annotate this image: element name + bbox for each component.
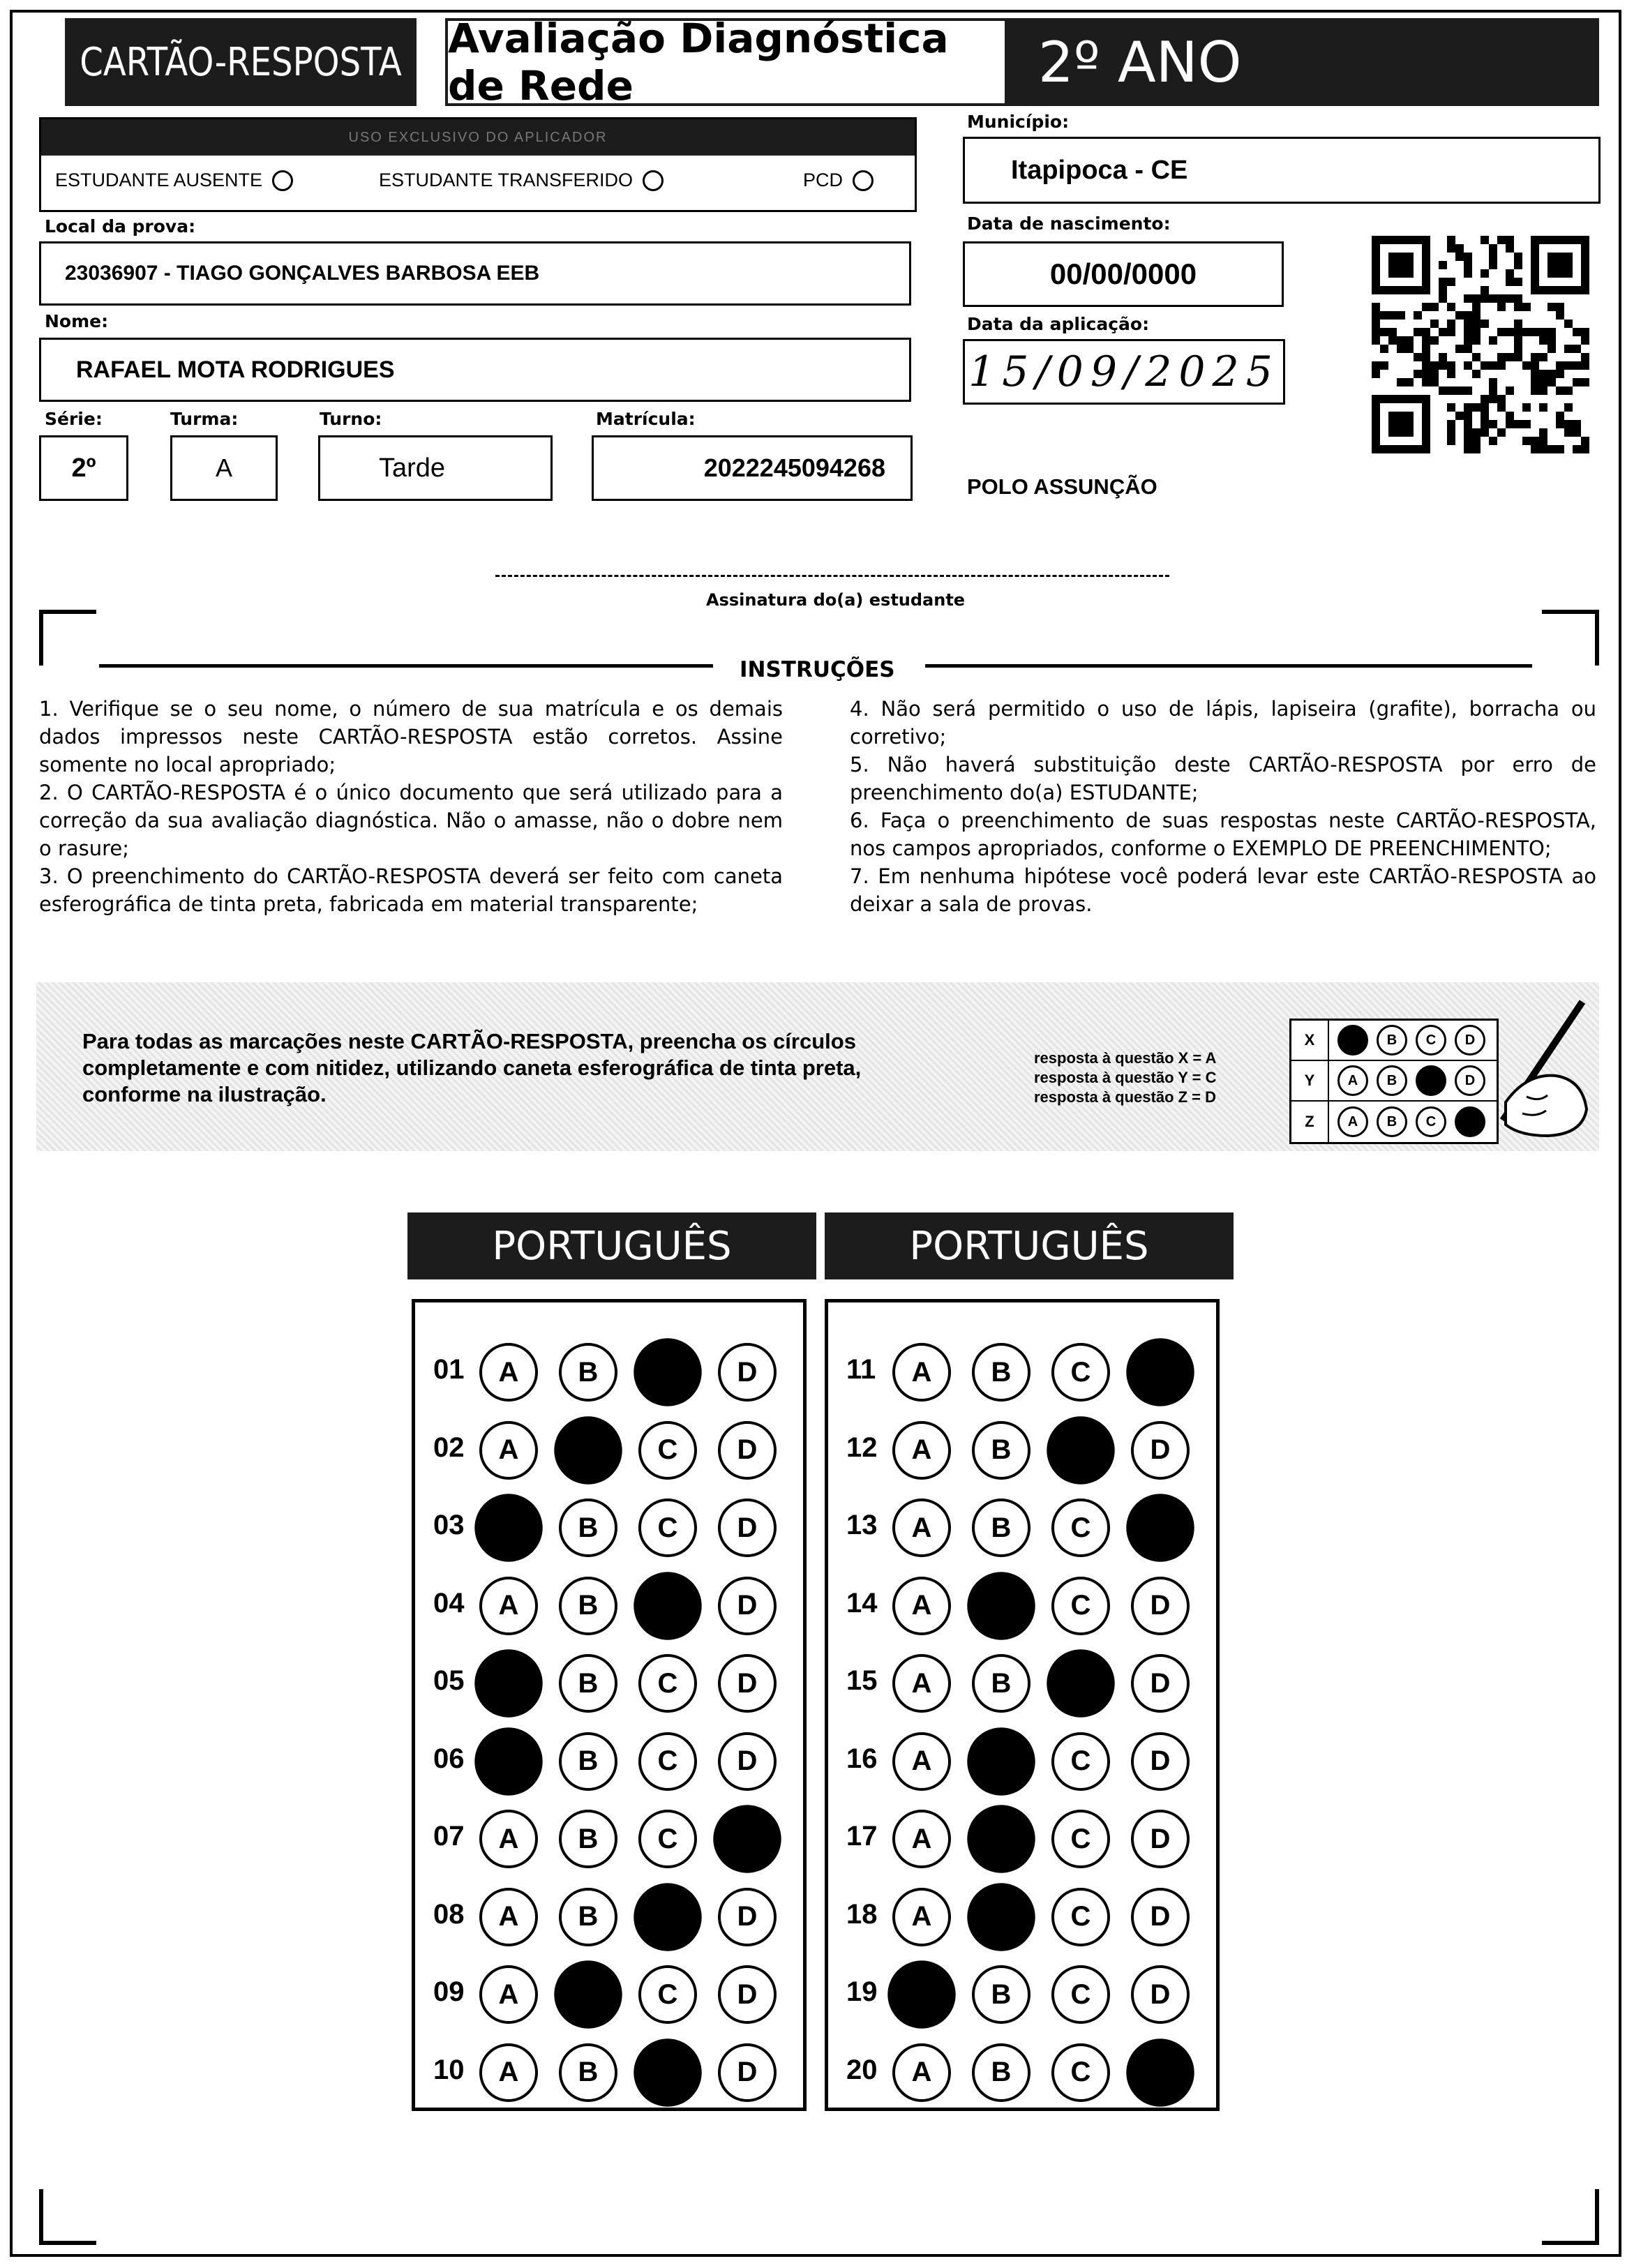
aplicacao-field[interactable] bbox=[963, 339, 1285, 405]
example-answer-x: resposta à questão X = A bbox=[1034, 1049, 1217, 1067]
answer-bubble-01-b[interactable]: B bbox=[559, 1343, 617, 1402]
answer-bubble-19-a[interactable]: A bbox=[887, 1960, 955, 2028]
question-number: 02 bbox=[433, 1432, 465, 1463]
answer-bubble-17-a[interactable]: A bbox=[892, 1810, 951, 1868]
hand-with-pen-icon bbox=[1478, 998, 1596, 1137]
question-number: 01 bbox=[433, 1354, 465, 1385]
example-row bbox=[1291, 1061, 1497, 1102]
applicator-bar: USO EXCLUSIVO DO APLICADOR bbox=[41, 119, 915, 156]
example-bubble: D bbox=[1455, 1025, 1485, 1056]
exam-title: Avaliação Diagnóstica de Rede bbox=[445, 18, 1007, 106]
example-bubble: D bbox=[1455, 1106, 1485, 1137]
example-bubble: A bbox=[1337, 1025, 1368, 1056]
instruction-item: 1. Verifique se o seu nome, o número de sua matrícula e os demais dados impressos neste CARTÃO-RESPOSTA estão corretos. Assine somente no local apropriado; bbox=[39, 697, 783, 776]
corner-mark-bottom-right bbox=[1542, 2189, 1599, 2245]
instruction-item: 4. Não será permitido o uso de lápis, lapiseira (grafite), borracha ou corretivo; bbox=[850, 697, 1596, 749]
example-answer-y: resposta à questão Y = C bbox=[1034, 1069, 1217, 1086]
question-row-15 bbox=[828, 1646, 1216, 1715]
turma-field bbox=[170, 435, 278, 501]
signature-line[interactable] bbox=[495, 575, 1169, 577]
serie-field bbox=[39, 435, 128, 501]
question-row-07 bbox=[415, 1801, 803, 1871]
example-bubble: B bbox=[1377, 1065, 1407, 1096]
answer-bubble-17-c[interactable]: C bbox=[1051, 1810, 1110, 1868]
local-label: Local da prova: bbox=[45, 216, 196, 236]
answer-bubble-19-d[interactable]: D bbox=[1131, 1965, 1190, 2024]
instructions-title: INSTRUÇÕES bbox=[740, 657, 895, 682]
answer-bubble-08-a[interactable]: A bbox=[479, 1888, 538, 1946]
municipio-value: Itapipoca - CE bbox=[1011, 155, 1188, 185]
answer-bubble-15-a[interactable]: A bbox=[892, 1654, 951, 1713]
turno-field bbox=[318, 435, 553, 501]
answer-bubble-06-d[interactable]: D bbox=[718, 1732, 777, 1791]
answer-bubble-03-a[interactable]: A bbox=[474, 1494, 542, 1561]
question-number: 04 bbox=[433, 1587, 465, 1619]
card-title: CARTÃO-RESPOSTA bbox=[65, 18, 417, 106]
question-number: 06 bbox=[433, 1743, 465, 1774]
answer-bubble-06-c[interactable]: C bbox=[638, 1732, 697, 1791]
question-row-05 bbox=[415, 1646, 803, 1715]
answer-bubble-17-b[interactable]: B bbox=[967, 1805, 1035, 1872]
instruction-item: 7. Em nenhuma hipótese você poderá levar este CARTÃO-RESPOSTA ao deixar a sala de provas. bbox=[850, 864, 1596, 916]
question-row-18 bbox=[828, 1879, 1216, 1949]
serie-value: 2º bbox=[71, 453, 96, 483]
answer-bubble-10-d[interactable]: D bbox=[718, 2043, 777, 2102]
answer-bubble-18-c[interactable]: C bbox=[1051, 1888, 1110, 1946]
answer-bubble-01-a[interactable]: A bbox=[479, 1343, 538, 1402]
question-number: 09 bbox=[433, 1976, 465, 2007]
answer-bubble-20-a[interactable]: A bbox=[892, 2043, 951, 2102]
answer-bubble-10-c[interactable]: C bbox=[634, 2038, 701, 2106]
question-row-14 bbox=[828, 1568, 1216, 1638]
answer-bubble-16-b[interactable]: B bbox=[967, 1727, 1035, 1795]
polo-label: POLO ASSUNÇÃO bbox=[967, 474, 1157, 499]
transferred-option[interactable] bbox=[379, 170, 664, 191]
instructions-rule-right bbox=[925, 664, 1532, 668]
answer-bubble-05-b[interactable]: B bbox=[559, 1654, 617, 1713]
answer-bubble-01-d[interactable]: D bbox=[718, 1343, 777, 1402]
question-row-17 bbox=[828, 1801, 1216, 1871]
answer-bubble-08-b[interactable]: B bbox=[559, 1888, 617, 1946]
answer-bubble-18-a[interactable]: A bbox=[892, 1888, 951, 1946]
answer-bubble-08-d[interactable]: D bbox=[718, 1888, 777, 1946]
matricula-field bbox=[592, 435, 913, 501]
answer-bubble-15-c[interactable]: C bbox=[1047, 1649, 1114, 1717]
instruction-item: 5. Não haverá substituição deste CARTÃO-RESPOSTA por erro de preenchimento do(a) ESTUDANTE; bbox=[850, 753, 1596, 804]
question-row-19 bbox=[828, 1957, 1216, 2027]
nascimento-label: Data de nascimento: bbox=[967, 213, 1171, 234]
grade-label: 2º ANO bbox=[1007, 18, 1599, 106]
question-number: 13 bbox=[846, 1510, 878, 1540]
answer-bubble-06-b[interactable]: B bbox=[559, 1732, 617, 1791]
answer-bubble-11-b[interactable]: B bbox=[972, 1343, 1030, 1402]
question-row-04 bbox=[415, 1568, 803, 1638]
example-bubble: C bbox=[1416, 1025, 1446, 1056]
answer-bubble-14-b[interactable]: B bbox=[967, 1572, 1035, 1639]
matricula-value: 2022245094268 bbox=[703, 453, 885, 482]
section-header-1: PORTUGUÊS bbox=[407, 1212, 816, 1279]
answer-bubble-04-a[interactable]: A bbox=[479, 1577, 538, 1635]
answer-bubble-02-d[interactable]: D bbox=[718, 1421, 777, 1480]
corner-mark-top-right bbox=[1542, 610, 1599, 666]
answer-bubble-07-d[interactable]: D bbox=[713, 1805, 781, 1872]
instructions-right-column bbox=[850, 695, 1596, 918]
example-bubble: D bbox=[1455, 1065, 1485, 1096]
example-row-label: X bbox=[1291, 1021, 1329, 1060]
question-row-06 bbox=[415, 1724, 803, 1794]
pcd-radio[interactable] bbox=[853, 170, 874, 191]
answer-bubble-11-d[interactable]: D bbox=[1126, 1338, 1194, 1406]
question-number: 03 bbox=[433, 1510, 465, 1540]
question-number: 18 bbox=[846, 1898, 878, 1930]
aplicacao-label: Data da aplicação: bbox=[967, 314, 1150, 334]
turno-value: Tarde bbox=[379, 453, 446, 483]
fill-example-text: Para todas as marcações neste CARTÃO-RESPOSTA, preencha os círculos completamente e com nitidez, utilizando caneta esferográfica de tinta preta, conforme na ilustração. bbox=[82, 1029, 862, 1106]
question-row-02 bbox=[415, 1413, 803, 1482]
absent-label: ESTUDANTE AUSENTE bbox=[55, 170, 263, 190]
answer-bubble-15-b[interactable]: B bbox=[972, 1654, 1030, 1713]
nascimento-value: 00/00/0000 bbox=[1049, 257, 1197, 290]
answer-bubble-10-a[interactable]: A bbox=[479, 2043, 538, 2102]
answer-bubble-04-b[interactable]: B bbox=[559, 1577, 617, 1635]
question-row-16 bbox=[828, 1724, 1216, 1794]
answer-bubble-02-a[interactable]: A bbox=[479, 1421, 538, 1480]
aplicacao-value: 15/09/2025 bbox=[968, 347, 1280, 396]
example-bubble: A bbox=[1337, 1065, 1368, 1096]
example-grid bbox=[1289, 1019, 1499, 1144]
example-bubble: C bbox=[1416, 1065, 1446, 1096]
answer-bubble-09-b[interactable]: B bbox=[554, 1960, 622, 2028]
answer-grid-2 bbox=[825, 1299, 1220, 2111]
question-row-01 bbox=[415, 1335, 803, 1404]
example-bubble: C bbox=[1416, 1106, 1446, 1137]
nome-label: Nome: bbox=[45, 311, 109, 331]
nascimento-field bbox=[963, 241, 1284, 307]
transferred-radio[interactable] bbox=[643, 170, 664, 191]
answer-bubble-13-b[interactable]: B bbox=[972, 1499, 1030, 1557]
section-header-2: PORTUGUÊS bbox=[825, 1212, 1234, 1279]
absent-option[interactable] bbox=[55, 170, 293, 191]
question-number: 07 bbox=[433, 1821, 465, 1852]
answer-bubble-11-c[interactable]: C bbox=[1051, 1343, 1110, 1402]
nome-value: RAFAEL MOTA RODRIGUES bbox=[76, 356, 395, 383]
answer-bubble-07-c[interactable]: C bbox=[638, 1810, 697, 1868]
answer-bubble-16-c[interactable]: C bbox=[1051, 1732, 1110, 1791]
corner-mark-bottom-left bbox=[39, 2189, 96, 2245]
answer-bubble-05-c[interactable]: C bbox=[638, 1654, 697, 1713]
answer-bubble-09-c[interactable]: C bbox=[638, 1965, 697, 2024]
qr-code-icon bbox=[1372, 236, 1589, 453]
question-number: 14 bbox=[846, 1587, 878, 1619]
pcd-label: PCD bbox=[803, 170, 844, 190]
question-row-09 bbox=[415, 1957, 803, 2027]
answer-bubble-20-b[interactable]: B bbox=[972, 2043, 1030, 2102]
answer-bubble-02-c[interactable]: C bbox=[638, 1421, 697, 1480]
municipio-field bbox=[963, 137, 1601, 204]
answer-bubble-19-c[interactable]: C bbox=[1051, 1965, 1110, 2024]
answer-bubble-05-a[interactable]: A bbox=[474, 1649, 542, 1717]
example-row bbox=[1291, 1021, 1497, 1061]
example-answer-z: resposta à questão Z = D bbox=[1034, 1088, 1217, 1106]
answer-bubble-16-a[interactable]: A bbox=[892, 1732, 951, 1791]
answer-bubble-20-c[interactable]: C bbox=[1051, 2043, 1110, 2102]
local-value: 23036907 - TIAGO GONÇALVES BARBOSA EEB bbox=[65, 262, 540, 285]
answer-bubble-03-d[interactable]: D bbox=[718, 1499, 777, 1557]
answer-bubble-05-d[interactable]: D bbox=[718, 1654, 777, 1713]
question-number: 12 bbox=[846, 1432, 878, 1463]
answer-bubble-14-c[interactable]: C bbox=[1051, 1577, 1110, 1635]
question-number: 15 bbox=[846, 1665, 878, 1696]
question-number: 05 bbox=[433, 1665, 465, 1696]
fill-example-panel bbox=[36, 982, 1599, 1151]
answer-bubble-01-c[interactable]: C bbox=[634, 1338, 701, 1406]
question-row-11 bbox=[828, 1335, 1216, 1404]
example-row-label: Y bbox=[1291, 1061, 1329, 1100]
answer-bubble-20-d[interactable]: D bbox=[1126, 2038, 1194, 2106]
question-row-10 bbox=[415, 2035, 803, 2105]
question-number: 08 bbox=[433, 1898, 465, 1930]
serie-label: Série: bbox=[45, 409, 103, 429]
question-row-13 bbox=[828, 1490, 1216, 1560]
question-row-12 bbox=[828, 1413, 1216, 1482]
answer-bubble-17-d[interactable]: D bbox=[1131, 1810, 1190, 1868]
answer-bubble-12-d[interactable]: D bbox=[1131, 1421, 1190, 1480]
question-number: 19 bbox=[846, 1976, 878, 2007]
example-bubble: B bbox=[1377, 1025, 1407, 1056]
municipio-label: Município: bbox=[967, 112, 1070, 132]
example-bubble: A bbox=[1337, 1106, 1368, 1137]
transferred-label: ESTUDANTE TRANSFERIDO bbox=[379, 170, 634, 190]
instruction-item: 6. Faça o preenchimento de suas respostas neste CARTÃO-RESPOSTA, nos campos apropriados, conforme o EXEMPLO DE PREENCHIMENTO; bbox=[850, 809, 1596, 860]
question-row-20 bbox=[828, 2035, 1216, 2105]
answer-bubble-03-c[interactable]: C bbox=[638, 1499, 697, 1557]
answer-bubble-07-a[interactable]: A bbox=[479, 1810, 538, 1868]
example-row-label: Z bbox=[1291, 1102, 1329, 1142]
answer-bubble-16-d[interactable]: D bbox=[1131, 1732, 1190, 1791]
answer-bubble-04-d[interactable]: D bbox=[718, 1577, 777, 1635]
answer-bubble-04-c[interactable]: C bbox=[634, 1572, 701, 1639]
question-row-03 bbox=[415, 1490, 803, 1560]
answer-bubble-09-a[interactable]: A bbox=[479, 1965, 538, 2024]
answer-bubble-18-d[interactable]: D bbox=[1131, 1888, 1190, 1946]
instructions-left-column bbox=[39, 695, 783, 918]
answer-bubble-08-c[interactable]: C bbox=[634, 1883, 701, 1951]
example-bubble: B bbox=[1377, 1106, 1407, 1137]
pcd-option[interactable] bbox=[803, 170, 874, 191]
answer-bubble-09-d[interactable]: D bbox=[718, 1965, 777, 2024]
answer-bubble-11-a[interactable]: A bbox=[892, 1343, 951, 1402]
turma-label: Turma: bbox=[170, 409, 239, 429]
corner-mark-top-left bbox=[39, 610, 96, 666]
matricula-label: Matrícula: bbox=[596, 409, 696, 429]
answer-bubble-12-a[interactable]: A bbox=[892, 1421, 951, 1480]
question-number: 16 bbox=[846, 1743, 878, 1774]
answer-bubble-06-a[interactable]: A bbox=[474, 1727, 542, 1795]
instruction-item: 2. O CARTÃO-RESPOSTA é o único documento que será utilizado para a correção da sua avaliação diagnóstica. Não o amasse, não o dobre nem o rasure; bbox=[39, 781, 783, 860]
answer-bubble-14-d[interactable]: D bbox=[1131, 1577, 1190, 1635]
instructions-rule-left bbox=[99, 664, 713, 668]
answer-bubble-03-b[interactable]: B bbox=[559, 1499, 617, 1557]
signature-label: Assinatura do(a) estudante bbox=[706, 590, 966, 610]
answer-bubble-15-d[interactable]: D bbox=[1131, 1654, 1190, 1713]
answer-bubble-13-d[interactable]: D bbox=[1126, 1494, 1194, 1561]
turno-label: Turno: bbox=[320, 409, 382, 429]
answer-bubble-12-c[interactable]: C bbox=[1047, 1416, 1114, 1484]
question-number: 20 bbox=[846, 2054, 878, 2085]
question-number: 17 bbox=[846, 1821, 878, 1852]
turma-value: A bbox=[215, 453, 232, 482]
answer-bubble-07-b[interactable]: B bbox=[559, 1810, 617, 1868]
nome-field bbox=[39, 338, 911, 402]
answer-bubble-02-b[interactable]: B bbox=[554, 1416, 622, 1484]
answer-bubble-10-b[interactable]: B bbox=[559, 2043, 617, 2102]
absent-radio[interactable] bbox=[272, 170, 293, 191]
question-number: 11 bbox=[846, 1354, 876, 1385]
answer-bubble-19-b[interactable]: B bbox=[972, 1965, 1030, 2024]
instruction-item: 3. O preenchimento do CARTÃO-RESPOSTA deverá ser feito com caneta esferográfica de tinta preta, fabricada em material transparente; bbox=[39, 864, 783, 916]
answer-grid-1 bbox=[412, 1299, 807, 2111]
answer-bubble-12-b[interactable]: B bbox=[972, 1421, 1030, 1480]
answer-bubble-13-a[interactable]: A bbox=[892, 1499, 951, 1557]
answer-bubble-18-b[interactable]: B bbox=[967, 1883, 1035, 1951]
question-number: 10 bbox=[433, 2054, 465, 2085]
example-row bbox=[1291, 1102, 1497, 1142]
applicator-box bbox=[39, 117, 917, 212]
answer-bubble-14-a[interactable]: A bbox=[892, 1577, 951, 1635]
answer-bubble-13-c[interactable]: C bbox=[1051, 1499, 1110, 1557]
question-row-08 bbox=[415, 1879, 803, 1949]
local-field bbox=[39, 241, 911, 306]
